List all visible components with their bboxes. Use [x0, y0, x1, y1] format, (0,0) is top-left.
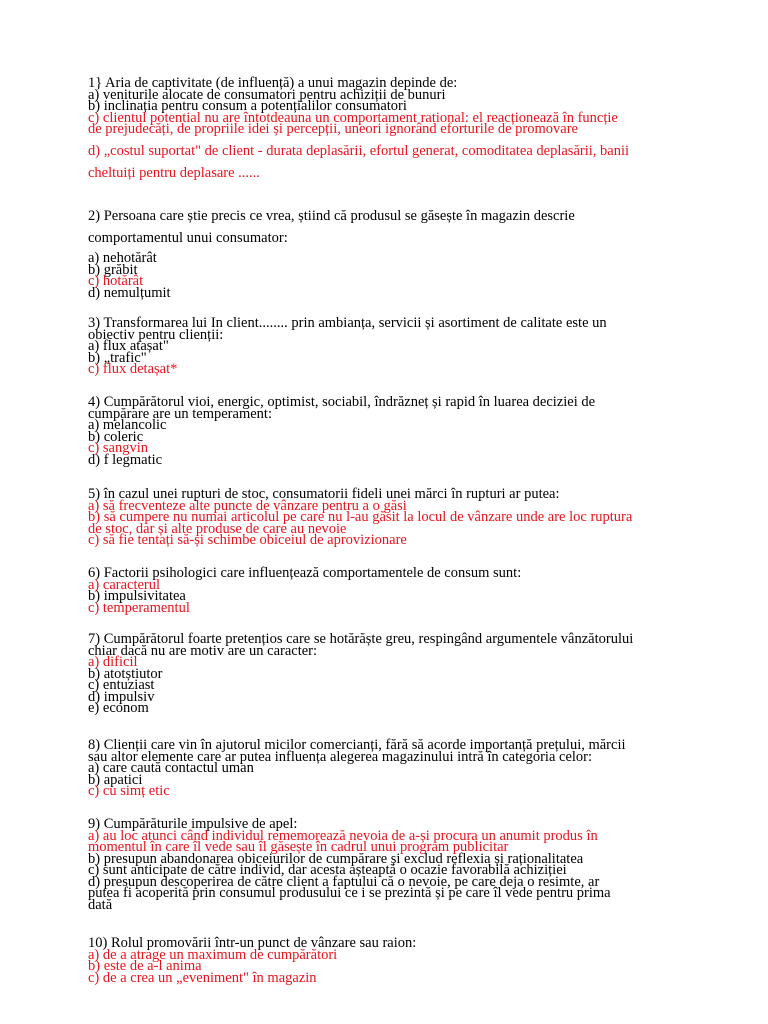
answer-option-correct: a) să frecventeze alte puncte de vânzare pentru a o găsi: [88, 497, 407, 514]
answer-option: putea fi acoperită prin consumul produsului ce i se prezintă și pe care îl vede pentru prima: [88, 885, 611, 901]
answer-option-correct: a) dificil: [88, 654, 138, 670]
answer-option: b) apatici: [88, 771, 143, 788]
question-stem: cumpărare are un temperament:: [88, 405, 272, 422]
question-stem: 3) Transformarea lui In client........ prin ambianța, servicii și asortiment de calitate este un: [88, 315, 607, 331]
question-stem: 6) Factorii psihologici care influențează comportamentele de consum sunt:: [88, 565, 522, 581]
question-stem: obiectiv pentru clienții:: [88, 326, 224, 343]
answer-option: a) flux atașat": [88, 338, 169, 354]
answer-option-correct: c) flux detașat*: [88, 361, 178, 377]
answer-option: b) „trafic": [88, 349, 147, 366]
question-stem: 10) Rolul promovării într-un punct de vânzare sau raion:: [88, 935, 417, 951]
answer-option: b) coleric: [88, 428, 144, 445]
answer-option-correct: a) caracterul: [88, 576, 161, 593]
answer-option: a) melancolic: [88, 417, 167, 433]
answer-option-correct: de prejudecăți, de propriile idei și percepții, uneori ignorând eforturile de promovare: [88, 121, 578, 137]
answer-option-correct: c) cu simț etic: [88, 783, 170, 799]
question-1: [88, 75, 688, 184]
answer-option: a) veniturile alocate de consumatori pentru achiziții de bunuri: [88, 86, 446, 103]
question-stem: 2) Persoana care știe precis ce vrea, știind că produsul se găsește în magazin descrie: [88, 208, 575, 224]
question-stem: 4) Cumpărătorul vioi, energic, optimist, sociabil, îndrăzneț și rapid în luarea deciziei de: [88, 394, 596, 410]
answer-option-correct: b) este de a-l anima: [88, 958, 202, 974]
answer-option-correct: c) hotărât: [88, 273, 144, 289]
answer-option: d) nemulțumit: [88, 284, 171, 301]
question-10: [88, 935, 688, 986]
answer-option-correct: c) de a crea un „eveniment" în magazin: [88, 969, 317, 986]
answer-option-correct: momentul în care îl vede sau îl găsește în cadrul unui program publicitar: [88, 839, 509, 855]
question-4: [88, 394, 688, 468]
answer-option-correct: c) temperamentul: [88, 599, 190, 616]
answer-option: b) atotștiutor: [88, 665, 163, 682]
answer-option: a) nehotărât: [88, 250, 157, 266]
question-stem: 7) Cumpărătorul foarte pretențios care se hotărăște greu, respingând argumentele vânzătorului: [88, 631, 634, 647]
question-stem: 1} Aria de captivitate (de influență) a unui magazin depinde de:: [88, 75, 458, 91]
answer-option: c) sunt anticipate de către individ, dar acesta așteaptă o ocazie favorabilă achiziției: [88, 862, 567, 878]
answer-option-correct: d) „costul suportat" de client - durata deplasării, efortul generat, comoditatea deplasării, banii: [88, 142, 630, 159]
question-5: [88, 486, 688, 548]
question-stem: comportamentul unui consumator:: [88, 230, 288, 246]
question-3: [88, 315, 688, 377]
answer-option-correct: cheltuiți pentru deplasare ......: [88, 164, 260, 181]
question-stem: sau altor elemente care ar putea influența alegerea magazinului intră în categoria celor:: [88, 748, 593, 765]
question-stem: 9) Cumpărăturile impulsive de apel:: [88, 816, 298, 832]
answer-option-correct: c) sangvin: [88, 440, 148, 456]
answer-option-correct: c) clientul potential nu are întotdeauna un comportament rational: el reacționează în funcție: [88, 109, 618, 126]
answer-option-correct: b) să cumpere nu numai articolul pe care nu l-au găsit la locul de vânzare unde are loc ruptura: [88, 509, 633, 525]
answer-option: e) econom: [88, 700, 149, 716]
question-2: [88, 205, 688, 299]
answer-option: dată: [88, 896, 113, 913]
question-7: [88, 631, 688, 716]
question-stem: 5) în cazul unei rupturi de stoc, consumatorii fideli unei mărci în rupturi ar putea:: [88, 486, 560, 502]
answer-option: d) presupun descoperirea de către client a faptului că o nevoie, pe care deja o resimte, ar: [88, 873, 600, 890]
answer-option: b) inclinația pentru consum a potențialilor consumatori: [88, 98, 407, 114]
answer-option-correct: c) să fie tentați să-și schimbe obiceiul de aprovizionare: [88, 532, 407, 548]
answer-option-correct: a) de a atrage un maximum de cumpărători: [88, 946, 338, 963]
answer-option: c) entuziast: [88, 677, 155, 693]
question-8: [88, 737, 688, 799]
answer-option: b) presupun abandonarea obiceiurilor de cumpărare și exclud reflexia și raționalitatea: [88, 850, 584, 867]
question-stem: 8) Clienții care vin în ajutorul micilor comercianți, fără să acorde importanță prețului, mărcii: [88, 737, 626, 753]
answer-option-correct: a) au loc atunci când individul rememorează nevoia de a-și procura un anumit produs în: [88, 827, 598, 844]
answer-option: d) impulsiv: [88, 688, 155, 705]
question-9: [88, 816, 688, 913]
answer-option-correct: de stoc, dar și alte produse de care au nevoie: [88, 520, 347, 537]
answer-option: a) care caută contactul uman: [88, 760, 254, 776]
question-stem: chiar dacă nu are motiv are un caracter:: [88, 642, 318, 659]
answer-option: d) f legmatic: [88, 451, 163, 468]
answer-option: b) impulsivitatea: [88, 588, 186, 604]
answer-option: b) grăbit: [88, 261, 138, 278]
question-6: [88, 565, 688, 616]
